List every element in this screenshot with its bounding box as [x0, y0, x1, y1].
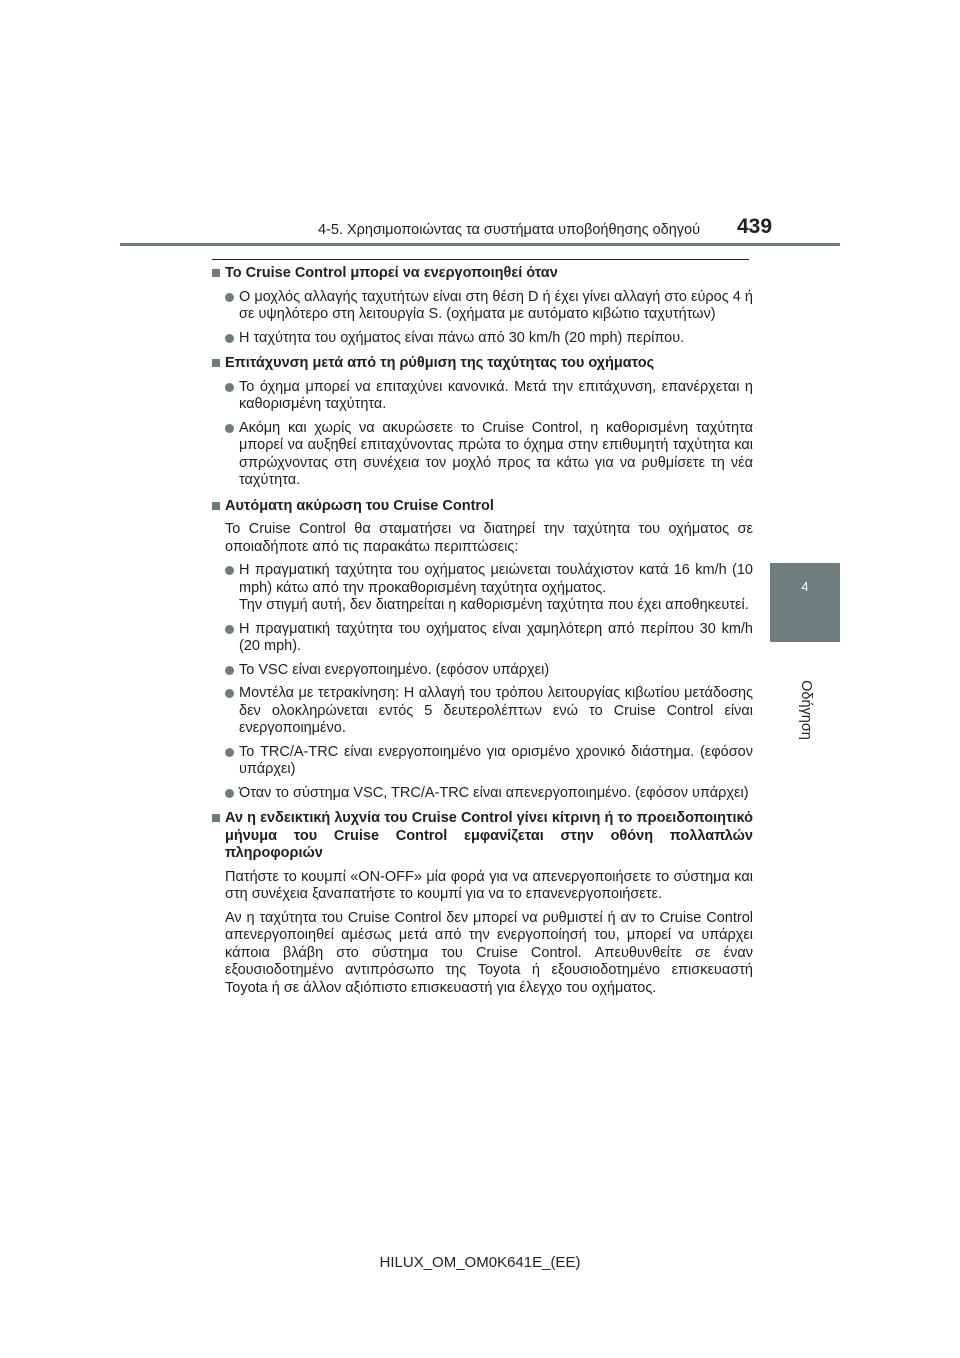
list-item-text: Η πραγματική ταχύτητα του οχήματος μειώνεται τουλάχιστον κατά 16 km/h (10 mph) κάτω από την προκαθορισμένη ταχύτητα οχήματος. [239, 562, 753, 596]
round-bullet-icon [225, 424, 234, 433]
section-heading-text: Επιτάχυνση μετά από τη ρύθμιση της ταχύτητας του οχήματος [225, 355, 655, 371]
list-item [212, 662, 753, 680]
section-intro: Το Cruise Control θα σταματήσει να διατηρεί την ταχύτητα του οχήματος σε οποιαδήποτε από τις παρακάτω περιπτώσεις: [225, 521, 753, 555]
chapter-tab[interactable] [770, 563, 840, 642]
section-heading-text: Αν η ενδεικτική λυχνία του Cruise Control γίνει κίτρινη ή το προειδοποιητικό μήνυμα του Cruise Control εμφανίζεται στην οθόνη πολλαπλών πληροφοριών [225, 810, 753, 861]
list-item-text: Η πραγματική ταχύτητα του οχήματος είναι χαμηλότερη από περίπου 30 km/h (20 mph). [239, 620, 753, 654]
square-bullet-icon [212, 502, 220, 510]
list-item-text: Μοντέλα με τετρακίνηση: Η αλλαγή του τρόπου λειτουργίας κιβωτίου μετάδοσης δεν ολοκληρώνεται εντός 5 δευτερολέπτων ενώ το Cruise Control είναι ενεργοποιημένο. [239, 685, 753, 736]
round-bullet-icon [225, 293, 234, 302]
content-top-rule [212, 259, 749, 260]
paragraph: Αν η ταχύτητα του Cruise Control δεν μπορεί να ρυθμιστεί ή αν το Cruise Control απενεργοποιηθεί αμέσως μετά από την ενεργοποίησή του, μπορεί να υπάρχει κάποια βλάβη στο σύστημα του Cruise Control. Απευθυνθείτε σε έναν εξουσιοδοτημένο αντιπρόσωπο της Toyota ή εξουσιοδοτημένο επισκευαστή Toyota ή σε άλλον αξιόπιστο επισκευαστή για έλεγχο του οχήματος. [225, 909, 753, 996]
list-item [212, 289, 753, 324]
section-heading [212, 810, 753, 863]
list-item [212, 744, 753, 779]
paragraph: Πατήστε το κουμπί «ON-OFF» μία φορά για να απενεργοποιήσετε το σύστημα και στη συνέχεια ξαναπατήστε το κουμπί για να το επανενεργοποιήσετε. [225, 868, 753, 902]
header-rule [120, 243, 840, 246]
square-bullet-icon [212, 359, 220, 367]
round-bullet-icon [225, 789, 234, 798]
list-item-text: Ο μοχλός αλλαγής ταχυτήτων είναι στη θέση D ή έχει γίνει αλλαγή στο εύρος 4 ή σε υψηλότερο στη λειτουργία S. (οχήματα με αυτόματο κιβώτιο ταχυτήτων) [239, 288, 753, 322]
section-heading [212, 265, 753, 283]
square-bullet-icon [212, 269, 220, 277]
section-heading [212, 498, 753, 516]
list-item [212, 685, 753, 738]
list-item-text: Το όχημα μπορεί να επιταχύνει κανονικά. Μετά την επιτάχυνση, επανέρχεται η καθορισμένη ταχύτητα. [239, 378, 753, 412]
round-bullet-icon [225, 334, 234, 343]
page-number: 439 [737, 215, 773, 238]
round-bullet-icon [225, 689, 234, 698]
section-acceleration [212, 355, 753, 490]
list-item-text: Η ταχύτητα του οχήματος είναι πάνω από 30 km/h (20 mph) περίπου. [239, 329, 685, 346]
chapter-tab-label [796, 667, 816, 753]
round-bullet-icon [225, 625, 234, 634]
list-item-text: Το TRC/A-TRC είναι ενεργοποιημένο για ορισμένο χρονικό διάστημα. (εφόσον υπάρχει) [239, 743, 753, 777]
section-heading-text: Το Cruise Control μπορεί να ενεργοποιηθεί όταν [225, 265, 558, 281]
list-item [212, 621, 753, 656]
section-heading-text: Αυτόματη ακύρωση του Cruise Control [225, 497, 494, 514]
round-bullet-icon [225, 748, 234, 757]
list-item [212, 330, 753, 348]
list-item [212, 785, 753, 803]
round-bullet-icon [225, 666, 234, 675]
list-item-text: Το VSC είναι ενεργοποιημένο. (εφόσον υπάρχει) [239, 661, 550, 678]
round-bullet-icon [225, 383, 234, 392]
section-automatic-cancel [212, 498, 753, 803]
section-activation-conditions [212, 265, 753, 347]
list-item-note: Την στιγμή αυτή, δεν διατηρείται η καθορισμένη ταχύτητα που έχει αποθηκευτεί. [239, 597, 749, 613]
document-code: HILUX_OM_OM0K641E_(EE) [379, 1254, 581, 1271]
section-warning-indicator [212, 810, 753, 997]
list-item-text: Όταν το σύστημα VSC, TRC/A-TRC είναι απενεργοποιημένο. (εφόσον υπάρχει) [239, 784, 749, 801]
page-content [212, 265, 753, 1005]
section-heading [212, 355, 753, 373]
chapter-tab-label-text: Οδήγηση [798, 680, 814, 740]
list-item [212, 420, 753, 490]
list-item [212, 562, 753, 615]
square-bullet-icon [212, 814, 220, 822]
chapter-tab-number: 4 [801, 579, 809, 594]
chapter-title: 4-5. Χρησιμοποιώντας τα συστήματα υποβοήθησης οδηγού [318, 222, 701, 238]
list-item [212, 379, 753, 414]
round-bullet-icon [225, 566, 234, 575]
list-item-text: Ακόμη και χωρίς να ακυρώσετε το Cruise Control, η καθορισμένη ταχύτητα μπορεί να αυξηθεί επιταχύνοντας πρώτα το όχημα στην επιθυμητή ταχύτητα και σπρώχνοντας στη συνέχεια τον μοχλό προς τα κάτω για να ρυθμίσετε τη νέα ταχύτητα. [239, 419, 753, 488]
